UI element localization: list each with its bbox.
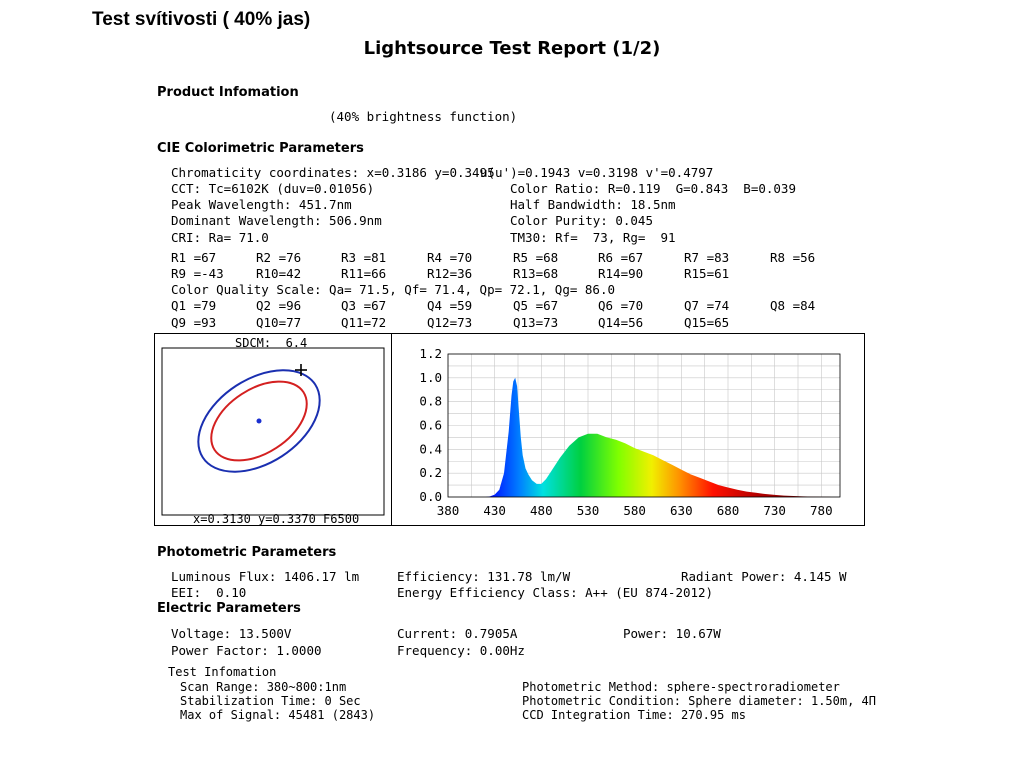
q-value: Q10=77 bbox=[256, 315, 302, 330]
luminous-flux: Luminous Flux: 1406.17 lm bbox=[171, 569, 360, 584]
q-value: Q5 =67 bbox=[513, 298, 559, 313]
x-tick-label: 380 bbox=[436, 503, 460, 518]
q-value: Q6 =70 bbox=[598, 298, 644, 313]
max-signal: Max of Signal: 45481 (2843) bbox=[180, 708, 376, 722]
x-tick-label: 430 bbox=[483, 503, 506, 518]
x-tick-label: 630 bbox=[670, 503, 693, 518]
color-purity: Color Purity: 0.045 bbox=[510, 213, 653, 228]
r-value: R12=36 bbox=[427, 266, 473, 281]
y-tick-label: 0.4 bbox=[419, 441, 442, 457]
voltage: Voltage: 13.500V bbox=[171, 626, 292, 641]
r-value: R7 =83 bbox=[684, 250, 730, 265]
cri-value: CRI: Ra= 71.0 bbox=[171, 230, 269, 245]
r-value: R6 =67 bbox=[598, 250, 644, 265]
efficiency: Efficiency: 131.78 lm/W bbox=[397, 569, 571, 584]
cie-plot-frame bbox=[162, 348, 384, 515]
y-tick-label: 0.6 bbox=[419, 417, 442, 433]
spectrum-chart bbox=[392, 334, 864, 525]
scan-range: Scan Range: 380~800:1nm bbox=[180, 680, 347, 694]
r-value: R5 =68 bbox=[513, 250, 559, 265]
photometric-heading: Photometric Parameters bbox=[157, 545, 337, 560]
y-tick-label: 0.8 bbox=[419, 393, 442, 409]
color-ratio: Color Ratio: R=0.119 G=0.843 B=0.039 bbox=[510, 181, 796, 196]
current: Current: 0.7905A bbox=[397, 626, 518, 641]
photometric-method: Photometric Method: sphere-spectroradiometer bbox=[522, 680, 840, 694]
cie-heading: CIE Colorimetric Parameters bbox=[157, 141, 364, 156]
r-value: R3 =81 bbox=[341, 250, 387, 265]
q-value: Q2 =96 bbox=[256, 298, 302, 313]
ccd-integration-time: CCD Integration Time: 270.95 ms bbox=[522, 708, 746, 722]
page-title: Test svítivosti ( 40% jas) bbox=[92, 9, 311, 30]
cie-ellipse-panel bbox=[154, 333, 392, 526]
r-value: R9 =-43 bbox=[171, 266, 224, 281]
sdcm-label: SDCM: 6.4 bbox=[235, 336, 308, 350]
cie-ellipse-plot bbox=[155, 334, 391, 525]
photometric-condition: Photometric Condition: Sphere diameter: 1.50m, 4Π bbox=[522, 694, 877, 708]
r-value: R10=42 bbox=[256, 266, 302, 281]
r-value: R8 =56 bbox=[770, 250, 816, 265]
r-value: R11=66 bbox=[341, 266, 387, 281]
electric-heading: Electric Parameters bbox=[157, 601, 301, 616]
color-quality-scale: Color Quality Scale: Qa= 71.5, Qf= 71.4, Qp= 72.1, Qg= 86.0 bbox=[171, 282, 616, 297]
q-value: Q8 =84 bbox=[770, 298, 816, 313]
peak-wavelength: Peak Wavelength: 451.7nm bbox=[171, 197, 352, 212]
q-value: Q7 =74 bbox=[684, 298, 730, 313]
x-tick-label: 480 bbox=[530, 503, 553, 518]
half-bandwidth: Half Bandwidth: 18.5nm bbox=[510, 197, 676, 212]
spectrum-panel bbox=[392, 333, 865, 526]
r-value: R13=68 bbox=[513, 266, 559, 281]
eei-value: EEI: 0.10 bbox=[171, 585, 247, 600]
q-value: Q1 =79 bbox=[171, 298, 217, 313]
r-value: R14=90 bbox=[598, 266, 644, 281]
x-tick-label: 580 bbox=[623, 503, 646, 518]
product-info-heading: Product Infomation bbox=[157, 85, 299, 100]
energy-class: Energy Efficiency Class: A++ (EU 874-2012) bbox=[397, 585, 714, 600]
r-value: R4 =70 bbox=[427, 250, 473, 265]
chromaticity-coordinates: Chromaticity coordinates: x=0.3186 y=0.3495 bbox=[171, 165, 495, 180]
product-note: (40% brightness function) bbox=[329, 109, 518, 124]
stabilization-time: Stabilization Time: 0 Sec bbox=[180, 694, 361, 708]
x-tick-label: 680 bbox=[716, 503, 740, 518]
q-value: Q4 =59 bbox=[427, 298, 473, 313]
report-title: Lightsource Test Report (1/2) bbox=[363, 38, 661, 59]
radiant-power: Radiant Power: 4.145 W bbox=[681, 569, 847, 584]
y-tick-label: 0.2 bbox=[419, 465, 442, 481]
reference-point bbox=[257, 419, 262, 424]
y-tick-label: 0.0 bbox=[419, 489, 442, 504]
power: Power: 10.67W bbox=[623, 626, 721, 641]
tm30-value: TM30: Rf= 73, Rg= 91 bbox=[510, 230, 676, 245]
cie-plot-footer: x=0.3130 y=0.3370 F6500 bbox=[193, 512, 360, 526]
r-value: R15=61 bbox=[684, 266, 730, 281]
x-tick-label: 780 bbox=[810, 503, 833, 518]
q-value: Q11=72 bbox=[341, 315, 387, 330]
r-value: R2 =76 bbox=[256, 250, 302, 265]
q-value: Q9 =93 bbox=[171, 315, 217, 330]
y-tick-label: 1.2 bbox=[419, 346, 442, 361]
x-tick-label: 530 bbox=[576, 503, 600, 518]
frequency: Frequency: 0.00Hz bbox=[397, 643, 525, 658]
test-info-heading: Test Infomation bbox=[168, 665, 277, 679]
uv-coordinates: u(u')=0.1943 v=0.3198 v'=0.4797 bbox=[480, 165, 714, 180]
cct-value: CCT: Tc=6102K (duv=0.01056) bbox=[171, 181, 375, 196]
x-tick-label: 730 bbox=[763, 503, 786, 518]
q-value: Q13=73 bbox=[513, 315, 559, 330]
dominant-wavelength: Dominant Wavelength: 506.9nm bbox=[171, 213, 382, 228]
q-value: Q12=73 bbox=[427, 315, 473, 330]
q-value: Q14=56 bbox=[598, 315, 644, 330]
q-value: Q3 =67 bbox=[341, 298, 387, 313]
r-value: R1 =67 bbox=[171, 250, 217, 265]
y-tick-label: 1.0 bbox=[419, 369, 442, 385]
q-value: Q15=65 bbox=[684, 315, 730, 330]
power-factor: Power Factor: 1.0000 bbox=[171, 643, 322, 658]
